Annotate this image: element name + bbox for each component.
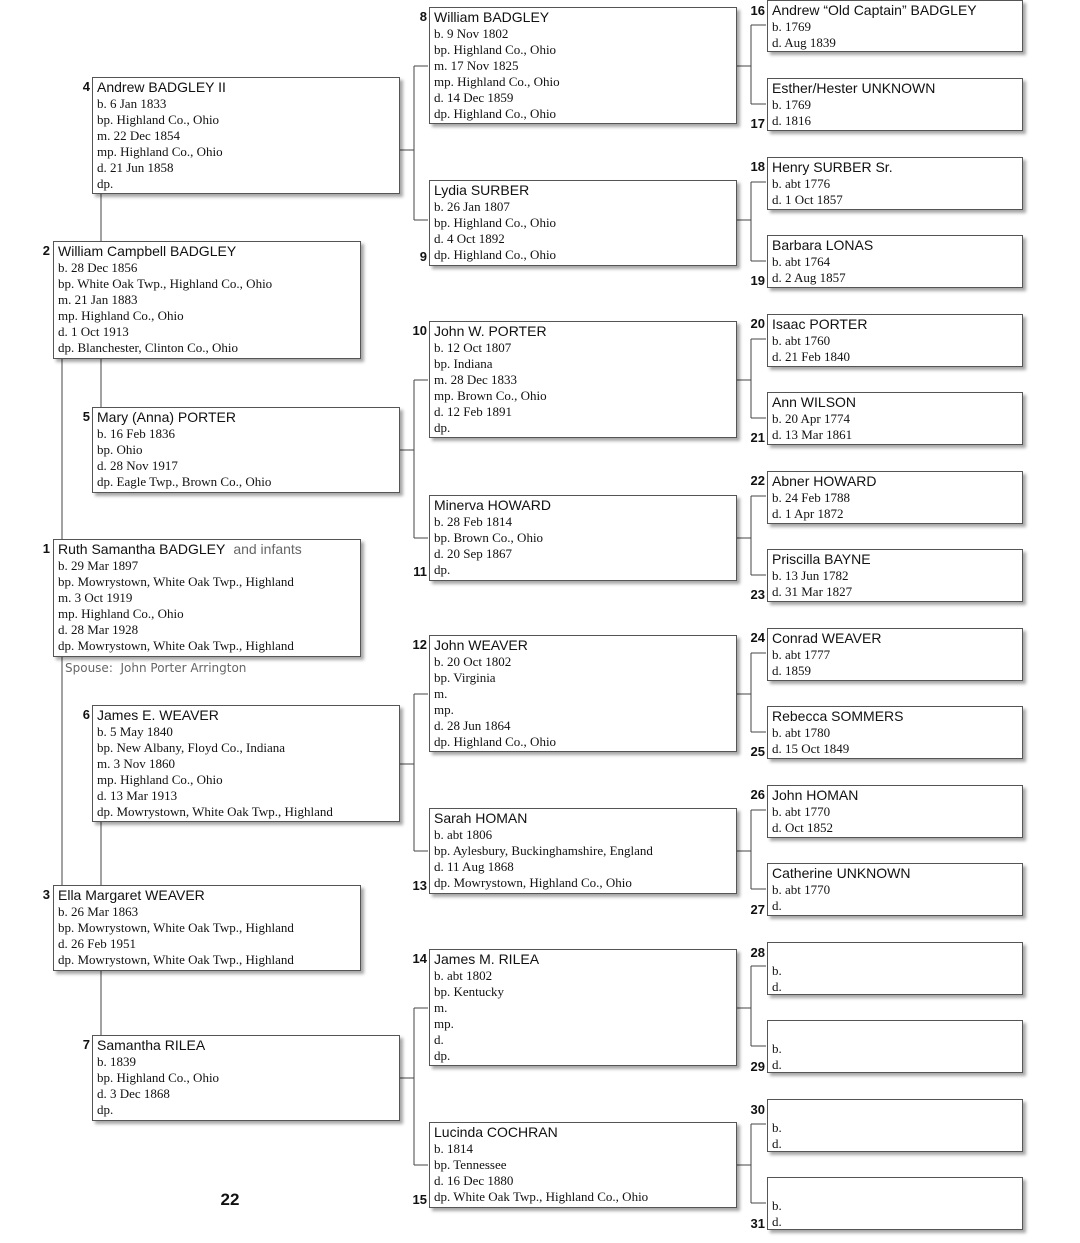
person-fact: b. (772, 1120, 782, 1135)
person-fact: b. abt 1802 (434, 968, 493, 983)
person-fact: b. 9 Nov 1802 (434, 26, 509, 41)
person-fact: bp. Ohio (97, 442, 143, 457)
person-fact: b. abt 1770 (772, 804, 831, 819)
person-fact: mp. Highland Co., Ohio (58, 308, 184, 323)
person-number: 2 (42, 243, 50, 258)
person-number: 14 (412, 951, 427, 966)
person-fact: m. 3 Oct 1919 (58, 590, 133, 605)
person-number: 9 (419, 249, 427, 264)
person-fact: d. (772, 1136, 782, 1151)
person-fact: b. 1839 (97, 1054, 136, 1069)
person-fact: b. (772, 963, 782, 978)
person-name: Isaac PORTER (772, 316, 868, 332)
person-fact: bp. Virginia (434, 670, 496, 685)
person-number: 23 (750, 587, 765, 602)
person-box-19 (767, 235, 1023, 288)
person-fact: dp. (97, 176, 114, 191)
person-fact: d. 31 Mar 1827 (772, 584, 853, 599)
person-number: 18 (750, 159, 765, 174)
person-name: Catherine UNKNOWN (772, 865, 911, 881)
person-fact: bp. Indiana (434, 356, 493, 371)
person-fact: b. abt 1770 (772, 882, 831, 897)
person-name: Andrew BADGLEY II (97, 79, 226, 95)
person-fact: d. 1 Apr 1872 (772, 506, 844, 521)
person-fact: b. 26 Mar 1863 (58, 904, 139, 919)
person-fact: mp. Highland Co., Ohio (58, 606, 184, 621)
person-fact: bp. Aylesbury, Buckinghamshire, England (434, 843, 653, 858)
person-name: Ella Margaret WEAVER (58, 887, 205, 903)
person-fact: d. 16 Dec 1880 (434, 1173, 514, 1188)
person-box-29 (767, 1020, 1023, 1073)
person-fact: m. (434, 1000, 448, 1015)
person-name: Ruth Samantha BADGLEY and infants (58, 541, 302, 557)
person-box-22 (767, 471, 1023, 524)
person-fact: m. 28 Dec 1833 (434, 372, 518, 387)
person-fact: dp. Highland Co., Ohio (434, 734, 557, 749)
person-fact: d. (434, 1032, 444, 1047)
person-box-17 (767, 78, 1023, 131)
person-box-12 (429, 635, 737, 752)
person-fact: bp. White Oak Twp., Highland Co., Ohio (58, 276, 273, 291)
person-fact: d. Aug 1839 (772, 35, 836, 50)
person-fact: m. 3 Nov 1860 (97, 756, 175, 771)
person-fact: dp. Mowrystown, White Oak Twp., Highland (58, 638, 294, 653)
person-box-21 (767, 392, 1023, 445)
person-fact: b. 20 Oct 1802 (434, 654, 512, 669)
person-fact: dp. Mowrystown, White Oak Twp., Highland (58, 952, 294, 967)
person-fact: b. 5 May 1840 (97, 724, 173, 739)
person-box-1 (53, 539, 361, 657)
person-fact: b. 26 Jan 1807 (434, 199, 510, 214)
person-name: William Campbell BADGLEY (58, 243, 237, 259)
person-name: John W. PORTER (434, 323, 547, 339)
person-fact: mp. Highland Co., Ohio (434, 74, 560, 89)
person-number: 3 (42, 887, 50, 902)
person-fact: d. (772, 1214, 782, 1229)
person-fact: d. 21 Jun 1858 (97, 160, 174, 175)
person-fact: b. 1769 (772, 97, 811, 112)
person-box-11 (429, 495, 737, 581)
person-box-30 (767, 1099, 1023, 1152)
person-number: 11 (413, 564, 427, 579)
person-fact: mp. Highland Co., Ohio (97, 144, 223, 159)
person-number: 15 (412, 1192, 427, 1207)
person-number: 30 (750, 1102, 765, 1117)
person-number: 13 (412, 878, 427, 893)
person-fact: d. (772, 898, 782, 913)
person-fact: mp. (434, 702, 454, 717)
person-name: Samantha RILEA (97, 1037, 206, 1053)
person-box-2 (53, 241, 361, 359)
person-name-suffix: and infants (233, 541, 302, 557)
person-number: 12 (412, 637, 427, 652)
person-fact: d. 12 Feb 1891 (434, 404, 512, 419)
person-fact: b. 13 Jun 1782 (772, 568, 849, 583)
person-fact: b. 16 Feb 1836 (97, 426, 175, 441)
person-fact: b. abt 1777 (772, 647, 831, 662)
person-fact: dp. (97, 1102, 114, 1117)
person-fact: bp. Highland Co., Ohio (434, 215, 557, 230)
person-fact: mp. Highland Co., Ohio (97, 772, 223, 787)
person-fact: b. abt 1764 (772, 254, 831, 269)
person-fact: b. (772, 1041, 782, 1056)
person-fact: dp. (434, 1048, 451, 1063)
person-number: 25 (750, 744, 765, 759)
person-fact: d. 14 Dec 1859 (434, 90, 514, 105)
person-box-23 (767, 549, 1023, 602)
person-number: 24 (750, 630, 765, 645)
person-box-14 (429, 949, 737, 1066)
spouse-label: Spouse: (65, 661, 113, 675)
person-fact: d. (772, 979, 782, 994)
person-fact: d. 4 Oct 1892 (434, 231, 505, 246)
person-box-31 (767, 1177, 1023, 1230)
person-box-20 (767, 314, 1023, 367)
person-number: 16 (750, 3, 765, 18)
person-box-13 (429, 808, 737, 894)
person-fact: b. abt 1806 (434, 827, 493, 842)
person-number: 7 (82, 1037, 90, 1052)
person-fact: dp. (434, 420, 451, 435)
person-box-24 (767, 628, 1023, 681)
person-fact: b. 24 Feb 1788 (772, 490, 850, 505)
person-fact: dp. Mowrystown, White Oak Twp., Highland (97, 804, 333, 819)
person-number: 5 (82, 409, 90, 424)
person-fact: dp. Blanchester, Clinton Co., Ohio (58, 340, 239, 355)
person-name: Priscilla BAYNE (772, 551, 871, 567)
person-fact: b. 1769 (772, 19, 811, 34)
person-box-28 (767, 942, 1023, 995)
person-fact: b. abt 1760 (772, 333, 831, 348)
person-box-6 (92, 705, 400, 822)
person-name: Abner HOWARD (772, 473, 877, 489)
person-box-18 (767, 157, 1023, 210)
person-name: John WEAVER (434, 637, 528, 653)
person-fact: d. 2 Aug 1857 (772, 270, 846, 285)
person-name: Minerva HOWARD (434, 497, 551, 513)
person-number: 22 (750, 473, 765, 488)
person-fact: b. abt 1780 (772, 725, 831, 740)
person-name: John HOMAN (772, 787, 859, 803)
person-box-7 (92, 1035, 400, 1121)
person-fact: d. 26 Feb 1951 (58, 936, 136, 951)
person-name: Mary (Anna) PORTER (97, 409, 236, 425)
person-fact: d. 1816 (772, 113, 811, 128)
person-fact: dp. Highland Co., Ohio (434, 247, 557, 262)
person-fact: d. 28 Mar 1928 (58, 622, 139, 637)
person-fact: d. Oct 1852 (772, 820, 834, 835)
person-number: 10 (412, 323, 427, 338)
person-fact: dp. Mowrystown, Highland Co., Ohio (434, 875, 632, 890)
person-fact: d. 20 Sep 1867 (434, 546, 512, 561)
spouse-line (65, 661, 246, 675)
person-fact: b. 20 Apr 1774 (772, 411, 850, 426)
person-fact: b. 28 Dec 1856 (58, 260, 138, 275)
person-fact: b. 12 Oct 1807 (434, 340, 512, 355)
person-fact: bp. Mowrystown, White Oak Twp., Highland (58, 920, 294, 935)
person-fact: dp. Eagle Twp., Brown Co., Ohio (97, 474, 272, 489)
person-fact: m. 17 Nov 1825 (434, 58, 519, 73)
person-name: Barbara LONAS (772, 237, 874, 253)
person-name: Henry SURBER Sr. (772, 159, 893, 175)
person-box-8 (429, 7, 737, 124)
person-fact: b. 6 Jan 1833 (97, 96, 167, 111)
person-fact: bp. New Albany, Floyd Co., Indiana (97, 740, 285, 755)
person-name: Sarah HOMAN (434, 810, 528, 826)
person-number: 1 (42, 541, 50, 556)
person-box-16 (767, 0, 1023, 52)
person-fact: b. (772, 1198, 782, 1213)
person-number: 26 (750, 787, 765, 802)
person-box-25 (767, 706, 1023, 759)
person-fact: m. 21 Jan 1883 (58, 292, 138, 307)
person-number: 31 (750, 1216, 765, 1231)
person-box-4 (92, 77, 400, 194)
person-fact: bp. Kentucky (434, 984, 505, 999)
person-fact: bp. Mowrystown, White Oak Twp., Highland (58, 574, 294, 589)
person-name: Lucinda COCHRAN (434, 1124, 558, 1140)
person-fact: b. 29 Mar 1897 (58, 558, 139, 573)
person-fact: d. 11 Aug 1868 (434, 859, 514, 874)
person-name: Andrew “Old Captain” BADGLEY (772, 2, 977, 18)
person-fact: dp. Highland Co., Ohio (434, 106, 557, 121)
person-name: James E. WEAVER (97, 707, 219, 723)
person-fact: dp. White Oak Twp., Highland Co., Ohio (434, 1189, 649, 1204)
person-box-26 (767, 785, 1023, 838)
person-fact: d. (772, 1057, 782, 1072)
person-fact: d. 1859 (772, 663, 811, 678)
person-fact: mp. (434, 1016, 454, 1031)
person-fact: d. 28 Jun 1864 (434, 718, 511, 733)
person-name: Esther/Hester UNKNOWN (772, 80, 936, 96)
person-fact: d. 15 Oct 1849 (772, 741, 850, 756)
person-fact: bp. Highland Co., Ohio (97, 1070, 220, 1085)
person-box-15 (429, 1122, 737, 1208)
page-number: 22 (220, 1190, 240, 1209)
person-fact: d. 1 Oct 1857 (772, 192, 843, 207)
person-number: 8 (419, 9, 427, 24)
person-number: 17 (750, 116, 765, 131)
person-fact: d. 13 Mar 1861 (772, 427, 853, 442)
person-fact: m. (434, 686, 448, 701)
person-number: 27 (750, 902, 765, 917)
spouse-name: John Porter Arrington (120, 661, 247, 675)
person-fact: dp. (434, 562, 451, 577)
person-number: 21 (750, 430, 765, 445)
person-fact: d. 3 Dec 1868 (97, 1086, 170, 1101)
person-name: Rebecca SOMMERS (772, 708, 904, 724)
person-name: Lydia SURBER (434, 182, 530, 198)
person-name: William BADGLEY (434, 9, 550, 25)
person-fact: d. 28 Nov 1917 (97, 458, 178, 473)
person-number: 19 (750, 273, 765, 288)
person-fact: b. 28 Feb 1814 (434, 514, 512, 529)
person-number: 28 (750, 945, 765, 960)
person-fact: mp. Brown Co., Ohio (434, 388, 547, 403)
person-fact: bp. Highland Co., Ohio (97, 112, 220, 127)
person-number: 4 (82, 79, 90, 94)
person-fact: d. 21 Feb 1840 (772, 349, 850, 364)
person-fact: b. 1814 (434, 1141, 473, 1156)
person-fact: bp. Highland Co., Ohio (434, 42, 557, 57)
person-number: 6 (82, 707, 90, 722)
person-name: Conrad WEAVER (772, 630, 882, 646)
person-fact: d. 13 Mar 1913 (97, 788, 178, 803)
person-number: 20 (750, 316, 765, 331)
person-box-10 (429, 321, 737, 438)
person-name: Ann WILSON (772, 394, 857, 410)
person-box-3 (53, 885, 361, 971)
person-fact: b. abt 1776 (772, 176, 831, 191)
person-name: James M. RILEA (434, 951, 540, 967)
person-box-5 (92, 407, 400, 493)
person-box-9 (429, 180, 737, 266)
person-fact: bp. Brown Co., Ohio (434, 530, 544, 545)
person-fact: d. 1 Oct 1913 (58, 324, 129, 339)
person-number: 29 (750, 1059, 765, 1074)
person-box-27 (767, 863, 1023, 916)
person-fact: bp. Tennessee (434, 1157, 507, 1172)
person-fact: m. 22 Dec 1854 (97, 128, 181, 143)
